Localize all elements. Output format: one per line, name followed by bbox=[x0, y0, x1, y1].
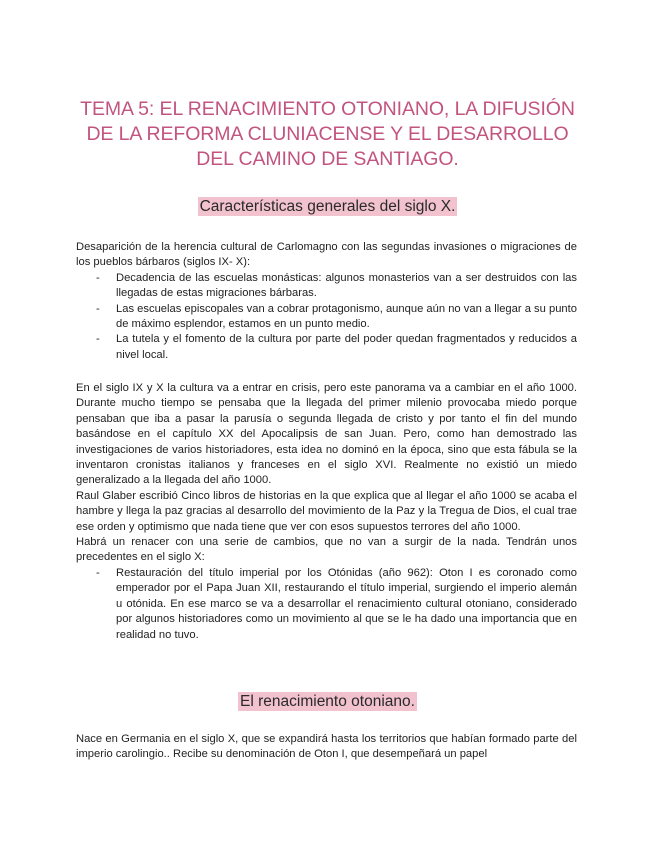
section-heading-1-text: Características generales del siglo X. bbox=[199, 198, 456, 215]
bullet-marker: - bbox=[96, 271, 100, 284]
list-item-text: La tutela y el fomento de la cultura por parte del poder quedan fragmentados y reducidos a nivel local. bbox=[116, 333, 577, 361]
section-1-intro-block bbox=[76, 240, 577, 363]
list-item-text: Las escuelas episcopales van a cobrar protagonismo, aunque aún no van a llegar a su punto de máximo esplendor, estamos en un punto medio. bbox=[116, 302, 577, 331]
list-item-text: Decadencia de las escuelas monásticas: algunos monasterios van a ser destruidos con las llegadas de estas migraciones bárbaras. bbox=[116, 271, 577, 300]
intro-paragraph: Desaparición de la herencia cultural de Carlomagno con las segundas invasiones o migraciones de los pueblos bárbaros (siglos IX- X): bbox=[76, 241, 577, 269]
bullet-list-1 bbox=[76, 271, 577, 363]
list-item bbox=[76, 566, 577, 643]
list-item bbox=[76, 271, 577, 302]
list-item bbox=[76, 332, 577, 363]
page-title bbox=[72, 97, 583, 172]
list-item-text: Restauración del título imperial por los Otónidas (año 962): Oton I es coronado como emperador por el Papa Juan XII, restaurando el título imperial, surgiendo el imperio alemán u otónida. En ese marco se va a desarrollar el renacimiento cultural otoniano, considerado por algunos historiadores como un movimiento al que se le ha dado una importancia que en realidad no tuvo. bbox=[116, 566, 577, 641]
section-heading-2 bbox=[0, 691, 655, 712]
body-paragraph: En el siglo IX y X la cultura va a entrar en crisis, pero este panorama va a cambiar en el año 1000. Durante mucho tiempo se pensaba que la llegada del primer milenio provocaba miedo porque pensaban que iba a pasar la parusía o segunda llegada de cristo y por tanto el fin del mundo basándose en el capítulo XX del Apocalipsis de san Juan. Pero, como han demostrado las investigaciones de varios historiadores, esta idea no dominó en la época, sino que esta fábula se la inventaron cronistas italianos y franceses en el siglo XVI. Realmente no existió un miedo generalizado a la llegada del año 1000. bbox=[76, 382, 577, 487]
body-paragraph: Habrá un renacer con una serie de cambios, que no van a surgir de la nada. Tendrán unos precedentes en el siglo X: bbox=[76, 536, 577, 564]
section-1-body-block bbox=[76, 381, 577, 643]
title-line-3: DEL CAMINO DE SANTIAGO. bbox=[196, 148, 459, 170]
body-paragraph: Nace en Germania en el siglo X, que se expandirá hasta los territorios que habían formado parte del imperio carolingio.. Recibe su denominación de Oton I, que desempeñará un papel bbox=[76, 733, 577, 761]
bullet-list-2 bbox=[76, 566, 577, 643]
body-paragraph: Raul Glaber escribió Cinco libros de historias en la que explica que al llegar el año 1000 se acaba el hambre y llega la paz gracias al desarrollo del movimiento de la Paz y la Tregua de Dios, el cual trae ese orden y optimismo que nada tiene que ver con esos supuestos terrores del año 1000. bbox=[76, 489, 577, 533]
section-heading-1 bbox=[0, 196, 655, 217]
section-2-body-block bbox=[76, 732, 577, 763]
bullet-marker: - bbox=[96, 566, 100, 579]
list-item bbox=[76, 302, 577, 333]
bullet-marker: - bbox=[96, 302, 100, 315]
section-heading-2-text: El renacimiento otoniano. bbox=[240, 693, 415, 710]
title-line-2: DE LA REFORMA CLUNIACENSE Y EL DESARROLLO bbox=[86, 123, 569, 145]
bullet-marker: - bbox=[96, 333, 100, 346]
title-line-1: TEMA 5: EL RENACIMIENTO OTONIANO, LA DIFUSIÓN bbox=[80, 98, 575, 120]
